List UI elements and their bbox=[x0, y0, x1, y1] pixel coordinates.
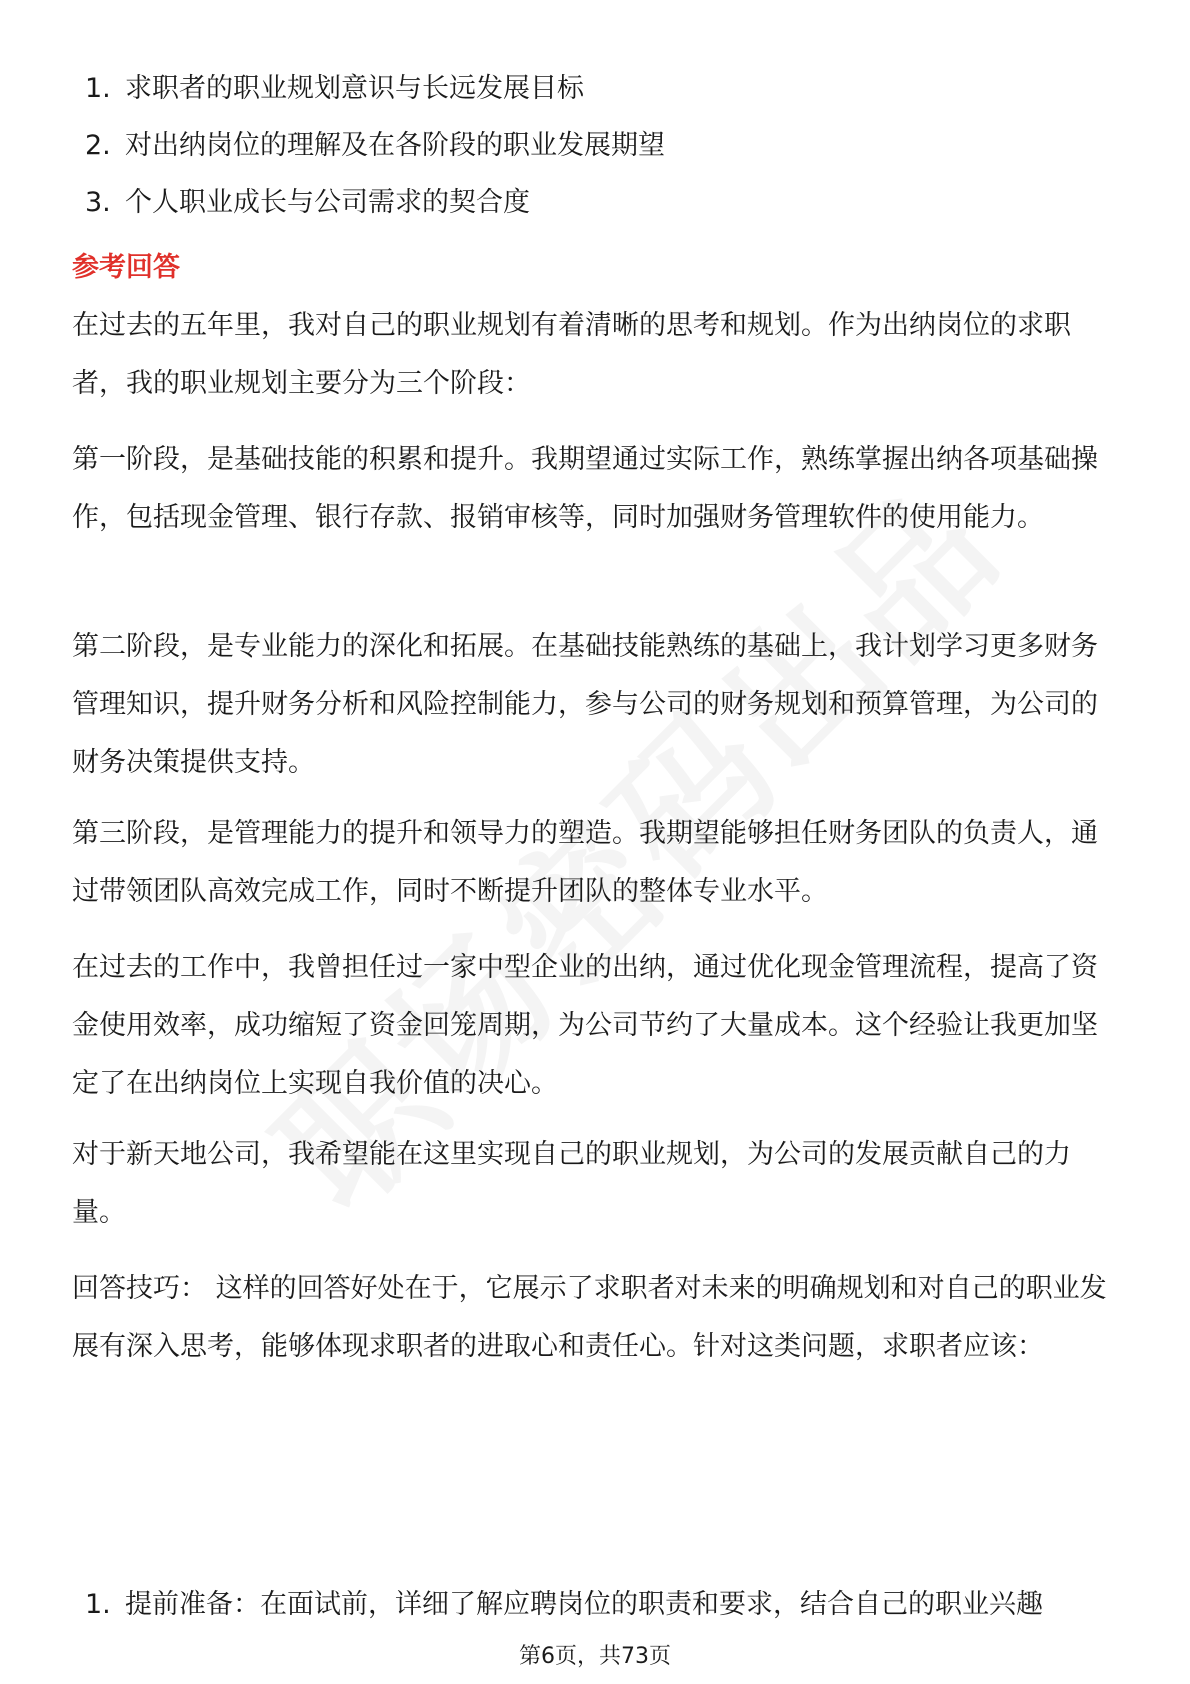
list-text: 提前准备：在面试前，详细了解应聘岗位的职责和要求，结合自己的职业兴趣 bbox=[125, 1589, 1043, 1620]
paragraph: 在过去的五年里，我对自己的职业规划有着清晰的思考和规划。作为出纳岗位的求职者，我的职业规划主要分为三个阶段： bbox=[72, 310, 1071, 399]
paragraph-block bbox=[72, 1260, 1122, 1376]
paragraph-block bbox=[72, 618, 1122, 792]
list-text: 求职者的职业规划意识与长远发展目标 bbox=[125, 73, 584, 104]
list-text: 对出纳岗位的理解及在各阶段的职业发展期望 bbox=[125, 130, 665, 161]
paragraph-block bbox=[72, 805, 1122, 921]
paragraph: 第二阶段，是专业能力的深化和拓展。在基础技能熟练的基础上，我计划学习更多财务管理知识，提升财务分析和风险控制能力，参与公司的财务规划和预算管理，为公司的财务决策提供支持。 bbox=[72, 631, 1098, 778]
paragraph: 第一阶段，是基础技能的积累和提升。我期望通过实际工作，熟练掌握出纳各项基础操作，包括现金管理、银行存款、报销审核等，同时加强财务管理软件的使用能力。 bbox=[72, 444, 1098, 533]
paragraph-block bbox=[72, 431, 1122, 547]
paragraph-block bbox=[72, 1126, 1122, 1242]
paragraph: 回答技巧： 这样的回答好处在于，它展示了求职者对未来的明确规划和对自己的职业发展有深入思考，能够体现求职者的进取心和责任心。针对这类问题，求职者应该： bbox=[72, 1273, 1107, 1362]
paragraph: 对于新天地公司，我希望能在这里实现自己的职业规划，为公司的发展贡献自己的力量。 bbox=[72, 1139, 1071, 1228]
section-title: 参考回答 bbox=[72, 252, 180, 283]
list-item bbox=[85, 174, 665, 231]
list-item bbox=[85, 117, 665, 174]
list-number: 1. bbox=[85, 73, 111, 104]
tips-list bbox=[85, 1576, 1043, 1633]
intro-list bbox=[85, 60, 665, 231]
list-item bbox=[85, 1576, 1043, 1633]
paragraph: 在过去的工作中，我曾担任过一家中型企业的出纳，通过优化现金管理流程，提高了资金使用效率，成功缩短了资金回笼周期，为公司节约了大量成本。这个经验让我更加坚定了在出纳岗位上实现自我价值的决心。 bbox=[72, 952, 1098, 1099]
list-number: 2. bbox=[85, 130, 111, 161]
list-item bbox=[85, 60, 665, 117]
paragraph-block bbox=[72, 939, 1122, 1113]
page-number-footer: 第6页，共73页 bbox=[519, 1644, 671, 1669]
list-text: 个人职业成长与公司需求的契合度 bbox=[125, 187, 530, 218]
paragraph: 第三阶段，是管理能力的提升和领导力的塑造。我期望能够担任财务团队的负责人，通过带领团队高效完成工作，同时不断提升团队的整体专业水平。 bbox=[72, 818, 1098, 907]
paragraph-block bbox=[72, 297, 1122, 413]
list-number: 3. bbox=[85, 187, 111, 218]
list-number: 1. bbox=[85, 1589, 111, 1620]
